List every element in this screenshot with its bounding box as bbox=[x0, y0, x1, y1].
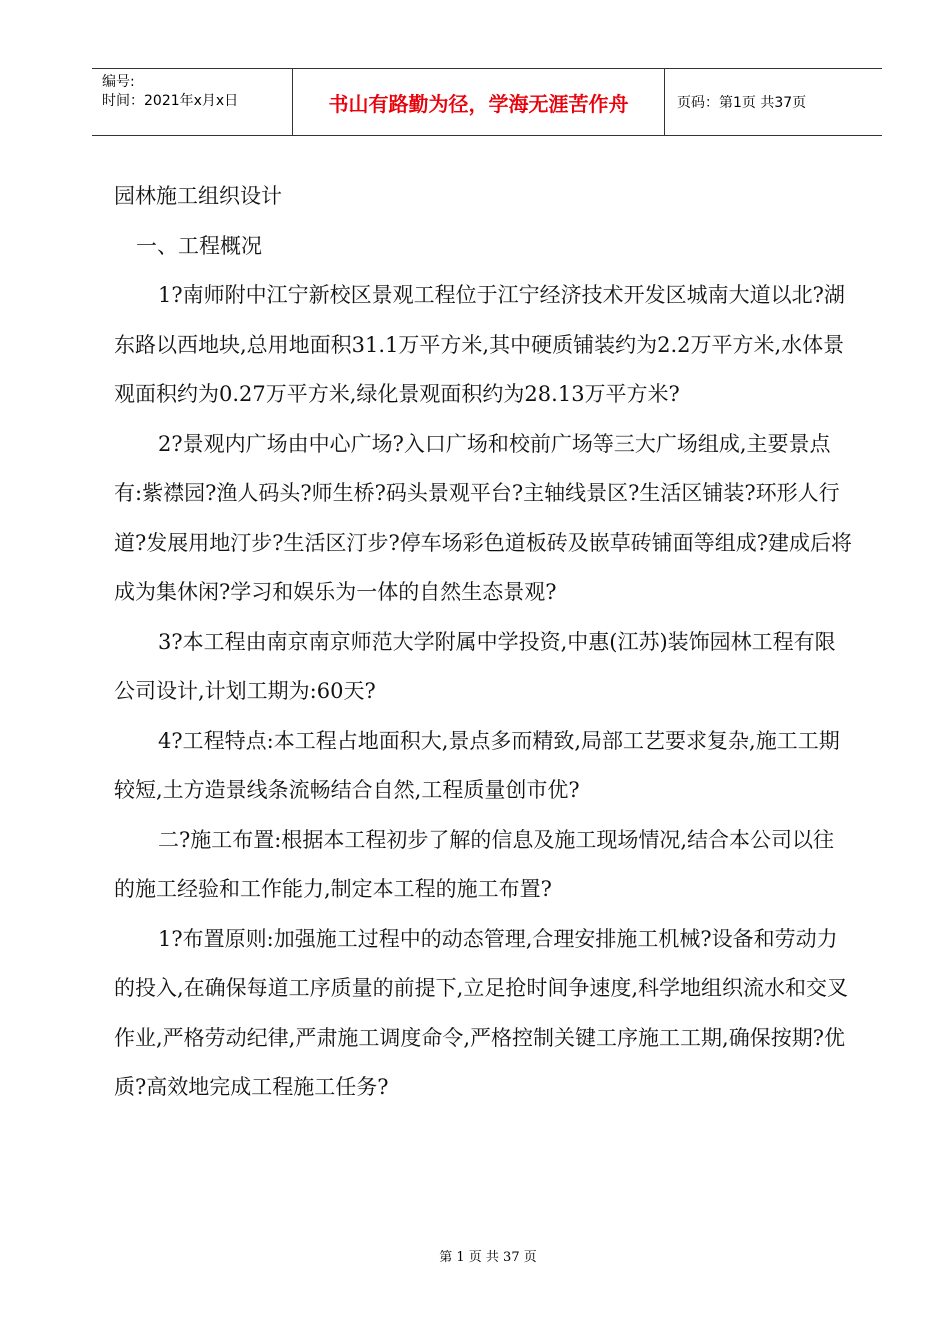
paragraph-2: 2?景观内广场由中心广场?入口广场和校前广场等三大广场组成,主要景点有:紫襟园?渔人码头?师生桥?码头景观平台?主轴线景区?生活区铺装?环形人行道?发展用地汀步?生活区汀步?停车场彩色道板砖及嵌草砖铺面等组成?建成后将成为集休闲?学习和娱乐为一体的自然生态景观? bbox=[114, 431, 853, 604]
document-body bbox=[114, 172, 854, 1113]
paragraph-3: 3?本工程由南京南京师范大学附属中学投资,中惠(江苏)装饰园林工程有限公司设计,计划工期为:60天? bbox=[114, 629, 836, 703]
page-header bbox=[92, 68, 882, 136]
paragraph-4: 4?工程特点:本工程占地面积大,景点多而精致,局部工艺要求复杂,施工工期较短,土方造景线条流畅结合自然,工程质量创市优? bbox=[114, 728, 840, 802]
paragraph-1: 1?南师附中江宁新校区景观工程位于江宁经济技术开发区城南大道以北?湖东路以西地块,总用地面积31.1万平方米,其中硬质铺装约为2.2万平方米,水体景观面积约为0.27万平方米,绿化景观面积约为28.13万平方米? bbox=[114, 283, 845, 406]
header-meta bbox=[92, 69, 293, 135]
paragraph-5: 二?施工布置:根据本工程初步了解的信息及施工现场情况,结合本公司以往的施工经验和工作能力,制定本工程的施工布置? bbox=[114, 827, 835, 901]
number-label: 编号: bbox=[102, 74, 135, 90]
time-label: 时间：2021年x月x日 bbox=[102, 93, 239, 109]
page-footer: 第 1 页 共 37 页 bbox=[439, 1250, 537, 1265]
header-motto: 书山有路勤为径，学海无涯苦作舟 bbox=[293, 69, 665, 135]
paragraph-6: 1?布置原则:加强施工过程中的动态管理,合理安排施工机械?设备和劳动力的投入,在确保每道工序质量的前提下,立足抢时间争速度,科学地组织流水和交叉作业,严格劳动纪律,严肃施工调度命令,严格控制关键工序施工工期,确保按期?优质?高效地完成工程施工任务? bbox=[114, 926, 849, 1099]
header-page-label: 页码：第1页 共37页 bbox=[677, 95, 807, 111]
document-title: 园林施工组织设计 bbox=[114, 184, 282, 208]
section-heading: 一、工程概况 bbox=[136, 233, 262, 258]
